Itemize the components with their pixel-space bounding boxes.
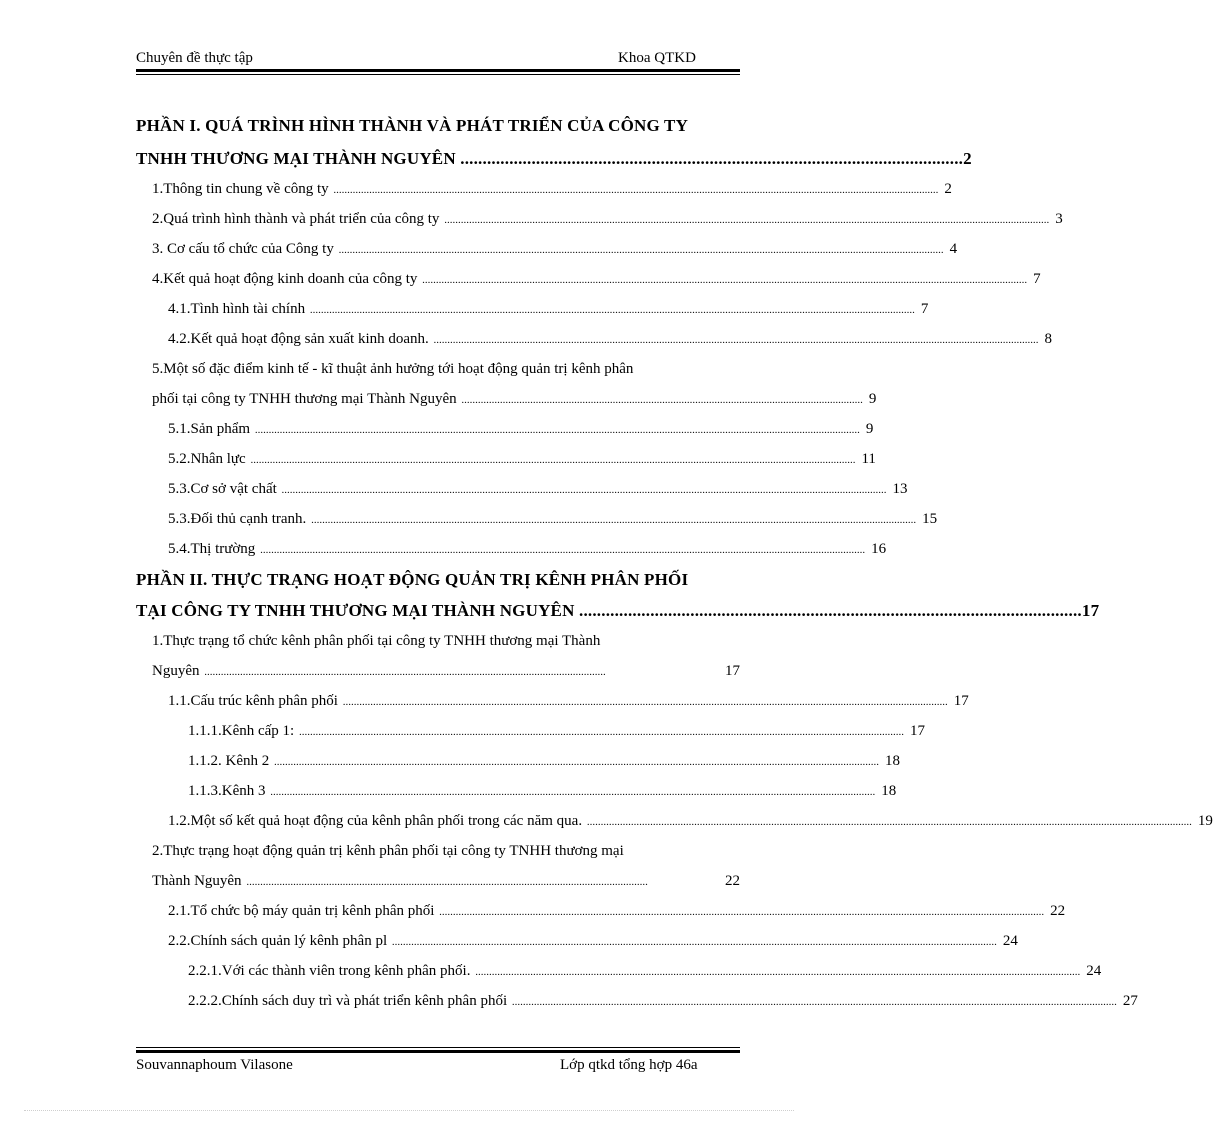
toc-entry-page: 7 bbox=[1033, 271, 1041, 287]
footer-right-text: Lớp qtkd tổng hợp 46a bbox=[560, 1057, 698, 1073]
toc-entry-page: 7 bbox=[920, 301, 929, 317]
toc-entry-label: Nguyên bbox=[152, 663, 200, 679]
part1-title-line1[interactable]: PHẦN I. QUÁ TRÌNH HÌNH THÀNH VÀ PHÁT TRIỂN CỦA CÔNG TY bbox=[136, 116, 689, 135]
toc-entry-label: 1.1.2. Kênh 2 bbox=[188, 753, 270, 769]
toc-entry-page: 24 bbox=[1002, 933, 1018, 949]
leader-dots: .................................................................................................................................................. bbox=[201, 666, 606, 678]
leader-dots: ............................................................................................................................................................................................................................ bbox=[308, 514, 917, 526]
toc-entry-page: 3 bbox=[1055, 211, 1063, 227]
page-bottom-border bbox=[24, 1110, 794, 1111]
toc-entry-label: 1.1.Cấu trúc kênh phân phối bbox=[168, 693, 338, 709]
leader-dots: ............................................................................................................................................................................................................................ bbox=[584, 816, 1192, 828]
toc-entry[interactable] bbox=[136, 534, 887, 564]
toc-entry-label: 2.1.Tổ chức bộ máy quản trị kênh phân phối bbox=[168, 903, 435, 919]
toc-entry[interactable] bbox=[136, 294, 929, 324]
part1-title-line2[interactable] bbox=[136, 143, 972, 174]
toc-entry[interactable] bbox=[136, 444, 876, 474]
toc-entry[interactable] bbox=[136, 776, 897, 806]
toc-entry-page: 18 bbox=[881, 783, 897, 799]
toc-entry[interactable] bbox=[136, 474, 908, 504]
footer-left-text: Souvannaphoum Vilasone bbox=[136, 1057, 293, 1073]
page-header bbox=[136, 50, 740, 70]
toc-entry-label: 2.Quá trình hình thành và phát triển của công ty bbox=[152, 211, 440, 227]
toc-entry[interactable] bbox=[136, 746, 900, 776]
toc-entry-page: 18 bbox=[885, 753, 900, 769]
toc-entry-label: 1.1.3.Kênh 3 bbox=[188, 783, 266, 799]
toc-entry-label: 2.2.1.Với các thành viên trong kênh phân phối. bbox=[188, 963, 471, 979]
part1-title-text: TNHH THƯƠNG MẠI THÀNH NGUYÊN bbox=[136, 149, 456, 168]
toc-entry-label: 1.Thông tin chung về công ty bbox=[152, 181, 329, 197]
header-right-text: Khoa QTKD bbox=[618, 50, 696, 66]
toc-entry[interactable] bbox=[136, 234, 958, 264]
header-rule-thick bbox=[136, 69, 740, 72]
toc-entry-page: 17 bbox=[953, 693, 969, 709]
leader-dots: ............................................................................................................................................................................................................................ bbox=[430, 334, 1039, 346]
leader-dots: ............................................................................................................................................................................................................................ bbox=[389, 936, 997, 948]
toc-entry-label: 2.2.2.Chính sách duy trì và phát triển kênh phân phối bbox=[188, 993, 508, 1009]
toc-entry-label: 5.1.Sản phẩm bbox=[168, 421, 251, 437]
toc-entry[interactable] bbox=[136, 204, 1063, 234]
header-rule-thin bbox=[136, 74, 740, 75]
toc-entry-page: 15 bbox=[922, 511, 938, 527]
leader-dots: ............................................................................................................................................................................................................................ bbox=[257, 544, 866, 556]
part2-title-line2[interactable] bbox=[136, 595, 1100, 626]
leader-dots: ............................................................................................................................................................................................................................ bbox=[436, 906, 1045, 918]
toc-entry-page: 9 bbox=[865, 421, 874, 437]
toc-entry-page: 22 bbox=[725, 873, 740, 889]
toc-entry[interactable] bbox=[136, 926, 1018, 956]
toc-entry-page: 17 bbox=[725, 663, 740, 679]
toc-entry-label: 5.3.Đối thủ cạnh tranh. bbox=[168, 511, 307, 527]
toc-entry-p2-2-line2[interactable] bbox=[136, 866, 740, 896]
leader-dots: ............................................................................................................................................................................................................................ bbox=[441, 214, 1050, 226]
leader-dots: ............................................................................................................................................................................................................................ bbox=[252, 424, 860, 436]
toc-entry-label: 5.2.Nhân lực bbox=[168, 451, 246, 467]
toc-entry-label: 1.2.Một số kết quả hoạt động của kênh phân phối trong các năm qua. bbox=[168, 813, 583, 829]
toc-entry-p2-1-line1[interactable]: 1.Thực trạng tổ chức kênh phân phối tại công ty TNHH thương mại Thành bbox=[152, 633, 601, 649]
toc-entry-page: 16 bbox=[871, 541, 887, 557]
toc-entry-page: 22 bbox=[1050, 903, 1066, 919]
toc-entry[interactable] bbox=[136, 896, 1066, 926]
part2-title-text: TẠI CÔNG TY TNHH THƯƠNG MẠI THÀNH NGUYÊN bbox=[136, 601, 575, 620]
part1-page: 2 bbox=[963, 149, 972, 168]
toc-entry[interactable] bbox=[136, 264, 1041, 294]
toc-entry-label: 2.2.Chính sách quản lý kênh phân pl bbox=[168, 933, 388, 949]
toc-entry-5-line1[interactable]: 5.Một số đặc điểm kinh tế - kĩ thuật ảnh hưởng tới hoạt động quản trị kênh phân bbox=[152, 361, 634, 377]
toc-entry-page: 9 bbox=[868, 391, 877, 407]
toc-entry-p2-1-line2[interactable] bbox=[136, 656, 740, 686]
toc-entry-page: 11 bbox=[861, 451, 876, 467]
toc-entry[interactable] bbox=[136, 414, 874, 444]
toc-entry-label: 5.4.Thị trường bbox=[168, 541, 256, 557]
toc-entry-label: 4.2.Kết quả hoạt động sản xuất kinh doanh. bbox=[168, 331, 429, 347]
leader-dots: ............................................................................................................................................................................................................................ bbox=[267, 786, 876, 798]
toc-entry-page: 19 bbox=[1197, 813, 1213, 829]
leader-dots: ................................................................................................................. bbox=[455, 149, 964, 168]
footer-rule-thin bbox=[136, 1047, 740, 1048]
toc-entry-page: 13 bbox=[892, 481, 908, 497]
toc-entry[interactable] bbox=[136, 504, 938, 534]
part2-page: 17 bbox=[1081, 601, 1100, 620]
toc-entry[interactable] bbox=[136, 986, 1138, 1016]
leader-dots: .................................................................................................................................................. bbox=[243, 876, 648, 888]
leader-dots: ............................................................................................................................................................................................................................ bbox=[278, 484, 887, 496]
toc-entry-page: 17 bbox=[909, 723, 925, 739]
leader-dots: ............................................................................................................................................................................................................................ bbox=[472, 966, 1081, 978]
footer-rule-thick bbox=[136, 1050, 740, 1053]
header-left-text: Chuyên đề thực tập bbox=[136, 50, 253, 66]
toc-entry[interactable] bbox=[136, 956, 1102, 986]
leader-dots: ............................................................................................................................................................................................................................ bbox=[307, 304, 915, 316]
toc-entry-label: 5.3.Cơ sở vật chất bbox=[168, 481, 277, 497]
leader-dots: ............................................................................................................................................................................................................................ bbox=[271, 756, 879, 768]
toc-entry-page: 27 bbox=[1122, 993, 1138, 1009]
toc-entry-label: phối tại công ty TNHH thương mại Thành Nguyên bbox=[152, 391, 457, 407]
page-footer bbox=[136, 1057, 740, 1077]
leader-dots: ............................................................................................................................................................................................................................ bbox=[419, 274, 1028, 286]
leader-dots: ................................................................................................................. bbox=[574, 601, 1082, 620]
toc-entry-page: 24 bbox=[1086, 963, 1102, 979]
leader-dots: .................................................................................................................................................. bbox=[458, 394, 863, 406]
toc-entry-p2-2-line1[interactable]: 2.Thực trạng hoạt động quản trị kênh phân phối tại công ty TNHH thương mại bbox=[152, 843, 624, 859]
toc-entry-label: 4.Kết quả hoạt động kinh doanh của công ty bbox=[152, 271, 418, 287]
leader-dots: ............................................................................................................................................................................................................................ bbox=[296, 726, 904, 738]
toc-entry[interactable] bbox=[136, 324, 1053, 354]
toc-entry-label: 4.1.Tình hình tài chính bbox=[168, 301, 306, 317]
toc-entry-page: 8 bbox=[1044, 331, 1053, 347]
toc-entry[interactable] bbox=[136, 686, 969, 716]
toc-entry-label: 3. Cơ cấu tổ chức của Công ty bbox=[152, 241, 334, 257]
toc-entry[interactable] bbox=[136, 716, 925, 746]
part2-title-line1[interactable]: PHẦN II. THỰC TRẠNG HOẠT ĐỘNG QUẢN TRỊ KÊNH PHÂN PHỐI bbox=[136, 570, 689, 589]
toc-entry-page: 2 bbox=[944, 181, 952, 197]
leader-dots: ............................................................................................................................................................................................................................ bbox=[509, 996, 1117, 1008]
leader-dots: ............................................................................................................................................................................................................................ bbox=[339, 696, 948, 708]
toc-entry-label: 1.1.1.Kênh cấp 1: bbox=[188, 723, 295, 739]
table-of-contents bbox=[136, 110, 1213, 1016]
leader-dots: ............................................................................................................................................................................................................................ bbox=[247, 454, 856, 466]
leader-dots: ............................................................................................................................................................................................................................ bbox=[335, 244, 944, 256]
toc-entry[interactable] bbox=[136, 806, 1213, 836]
toc-entry-5-line2[interactable] bbox=[136, 384, 877, 414]
leader-dots: ............................................................................................................................................................................................................................ bbox=[330, 184, 939, 196]
toc-entry-page: 4 bbox=[949, 241, 958, 257]
toc-entry-label: Thành Nguyên bbox=[152, 873, 242, 889]
toc-entry[interactable] bbox=[136, 174, 952, 204]
